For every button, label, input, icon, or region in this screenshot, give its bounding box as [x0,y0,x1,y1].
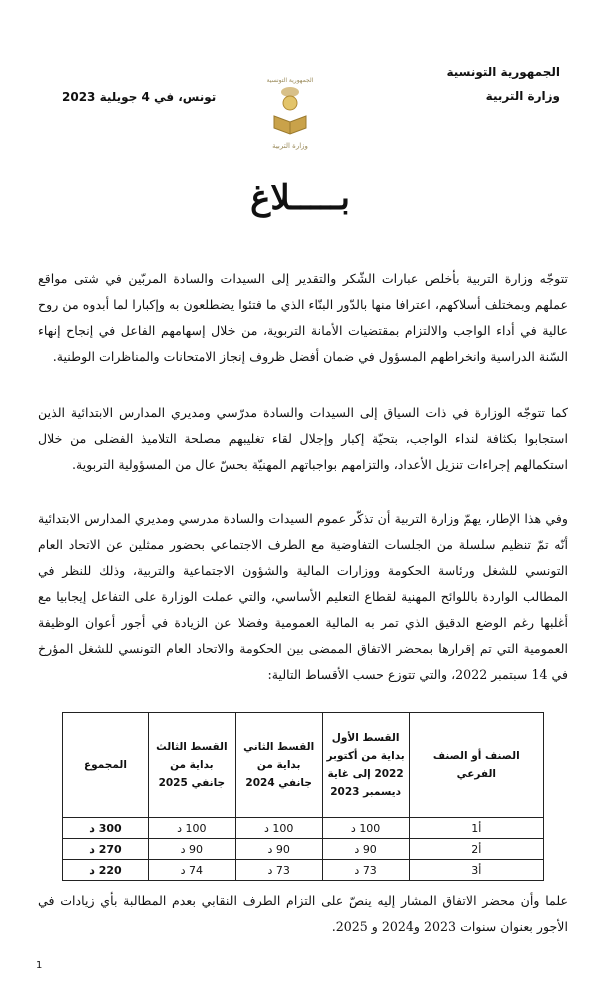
svg-text:الجمهورية التونسية: الجمهورية التونسية [266,77,314,84]
ministry-emblem-icon [262,72,318,154]
document-title: بـــــلاغ [250,178,350,218]
cell-installment-2: 100 د [235,818,322,839]
paragraph-2: كما تتوجّه الوزارة في ذات السياق إلى السيدات والسادة مدرّسي ومديري المدارس الابتدائية الذين استجابوا بكثافة لنداء الواجب، بتحيّة إكبار وإجلال لقاء تغليبهم مصلحة التلاميذ الفضلى من خلال استكمالهم إجراءات تنزيل الأعداد، والتزامهم بواجباتهم المهنيّة بحسّ عال من المسؤولية التربوية. [38,405,568,472]
col-header-category: الصنف أو الصنف الفرعي [409,713,543,818]
cell-installment-3: 74 د [148,860,235,881]
cell-total: 270 د [63,839,149,860]
paragraph-1: تتوجّه وزارة التربية بأخلص عبارات الشّكر والتقدير إلى السيدات والسادة المربّين في شتى مواقع عملهم وبمختلف أسلاكهم، اعترافا منها بالدّور البنّاء الذي ما فتئوا يضطلعون به وإكبارا لما أبدوه من روح عالية في أداء الواجب والالتزام بمقتضيات الأمانة التربوية، من خلال إسهامهم الفاعل في إنجاح إنهاء السّنة الدراسية وانخراطهم المسؤول في ضمان أفضل ظروف إنجاز الامتحانات والمناظرات الوطنية. [38,271,568,364]
table-row [63,818,544,839]
cell-installment-1: 100 د [322,818,409,839]
installments-table [62,712,544,881]
cell-total: 220 د [63,860,149,881]
page-number: 1 [36,960,43,971]
cell-installment-2: 73 د [235,860,322,881]
paragraph-3: وفي هذا الإطار، يهمّ وزارة التربية أن تذكّر عموم السيدات والسادة مدرسي ومديري المدارس الابتدائية أنّه تمّ تنظيم سلسلة من الجلسات التفاوضية مع الطرف الاجتماعي بحضور ممثلين عن الاتحاد العام التونسي للشغل ورئاسة الحكومة ووزارات المالية والشؤون الاجتماعية والتربية، وذلك للنظر في المطالب الواردة باللوائح المهنية لقطاع التعليم الأساسي، والتي عملت الوزارة على التفاعل إيجابيا مع أغلبها رغم الوضع الدقيق الذي تمر به المالية العمومية وفضلا عن الزيادة في أجور أعوان الوظيفة العمومية التي تم إقرارها بمحضر الاتفاق الممضى بين الحكومة والاتحاد العام التونسي للشغل المؤرخ في 14 سبتمبر 2022، والتي تتوزع حسب الأقساط التالية: [38,511,568,682]
header-sender [446,60,560,108]
col-header-installment-1: القسط الأول بداية من أكتوبر 2022 إلى غاية ديسمبر 2023 [322,713,409,818]
cell-installment-2: 90 د [235,839,322,860]
cell-category: أ1 [409,818,543,839]
cell-category: أ2 [409,839,543,860]
document-date: تونس، في 4 جويلية 2023 [62,90,217,104]
cell-installment-3: 90 د [148,839,235,860]
svg-text:وزارة التربية: وزارة التربية [272,142,308,150]
cell-installment-1: 90 د [322,839,409,860]
table-row [63,860,544,881]
ministry-name: وزارة التربية [485,89,560,103]
col-header-installment-2: القسط الثاني بداية من جانفي 2024 [235,713,322,818]
paragraph-4: علما وأن محضر الاتفاق المشار إليه ينصّ على التزام الطرف النقابي بعدم المطالبة بأي زيادات في الأجور بعنوان سنوات 2023 و2024 و 2025. [38,893,568,934]
table-row [63,839,544,860]
cell-category: أ3 [409,860,543,881]
cell-total: 300 د [63,818,149,839]
cell-installment-1: 73 د [322,860,409,881]
table-header-row [63,713,544,818]
col-header-installment-3: القسط الثالث بداية من جانفي 2025 [148,713,235,818]
country-name: الجمهورية التونسية [446,65,560,79]
col-header-total: المجموع [63,713,149,818]
cell-installment-3: 100 د [148,818,235,839]
